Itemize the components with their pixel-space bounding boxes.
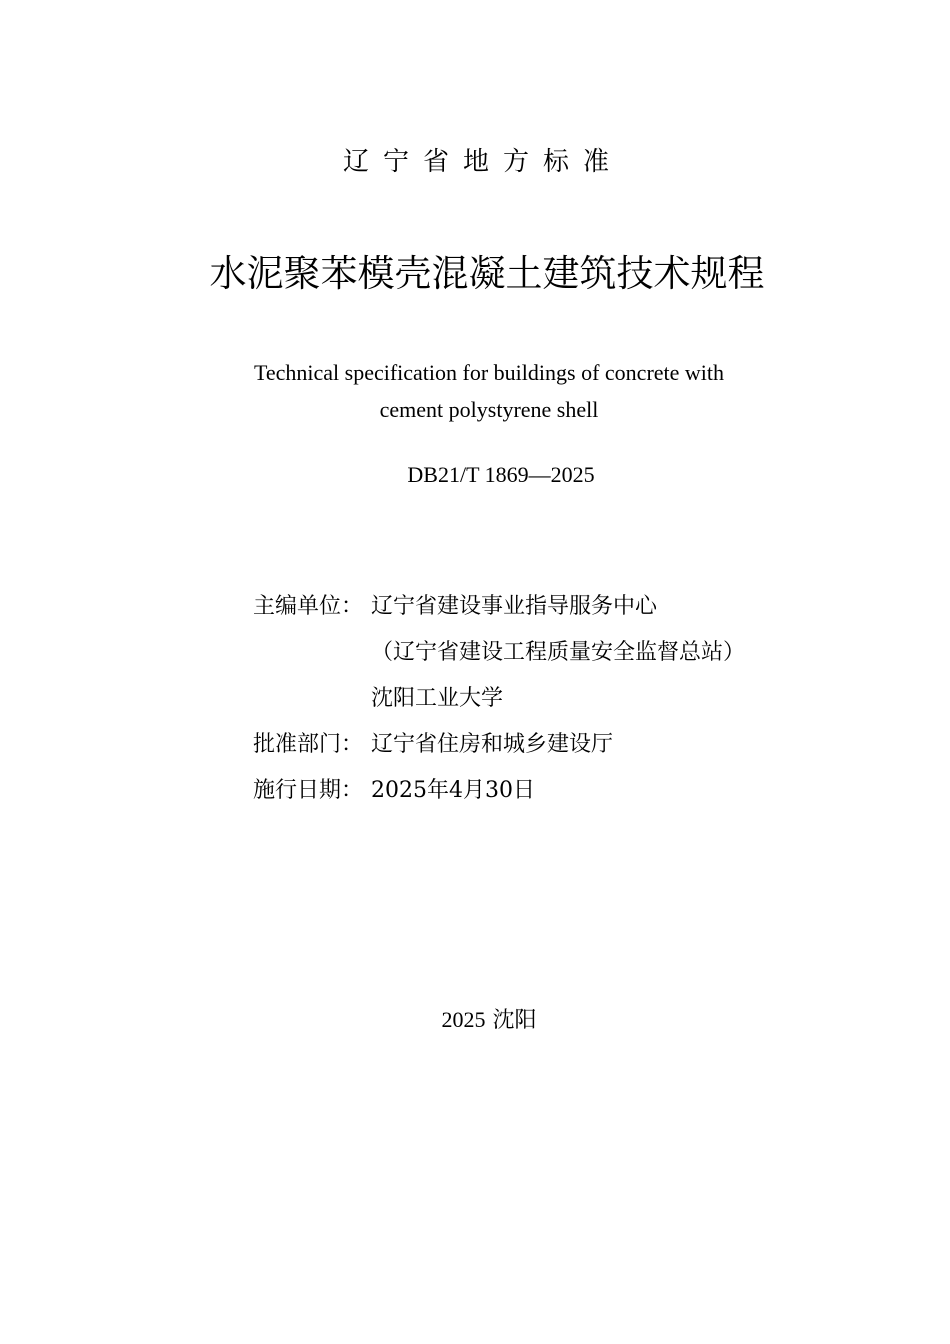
chief-editor-note-row [253,630,745,676]
effective-date-row [253,768,745,814]
effective-date-value: 2025年4月30日 [371,778,535,803]
standard-number: DB21/T 1869—2025 [407,462,595,487]
publication-place [0,1004,950,1037]
publication-info [253,584,745,814]
standard-category: 辽宁省地方标准 [342,147,623,177]
chief-editor-1: 辽宁省建设事业指导服务中心 [371,594,658,619]
title-english [0,354,950,428]
chief-editor-label: 主编单位： [253,594,364,619]
chief-editor-2-row [253,676,745,722]
publication-city: 沈阳 [492,1008,537,1033]
publication-year: 2025 [441,1007,486,1032]
approval-label: 批准部门： [253,732,364,757]
approval-value: 辽宁省住房和城乡建设厅 [371,732,614,757]
title-english-line-1: Technical specification for buildings of concrete with [253,360,725,385]
chief-editor-row [253,584,745,630]
chief-editor-1-note: （辽宁省建设工程质量安全监督总站） [371,640,746,665]
approval-row [253,722,745,768]
effective-date-label: 施行日期： [253,778,364,803]
title-english-line-2: cement polystyrene shell [379,397,599,422]
title-chinese: 水泥聚苯模壳混凝土建筑技术规程 [209,252,765,295]
chief-editor-2: 沈阳工业大学 [371,686,504,711]
